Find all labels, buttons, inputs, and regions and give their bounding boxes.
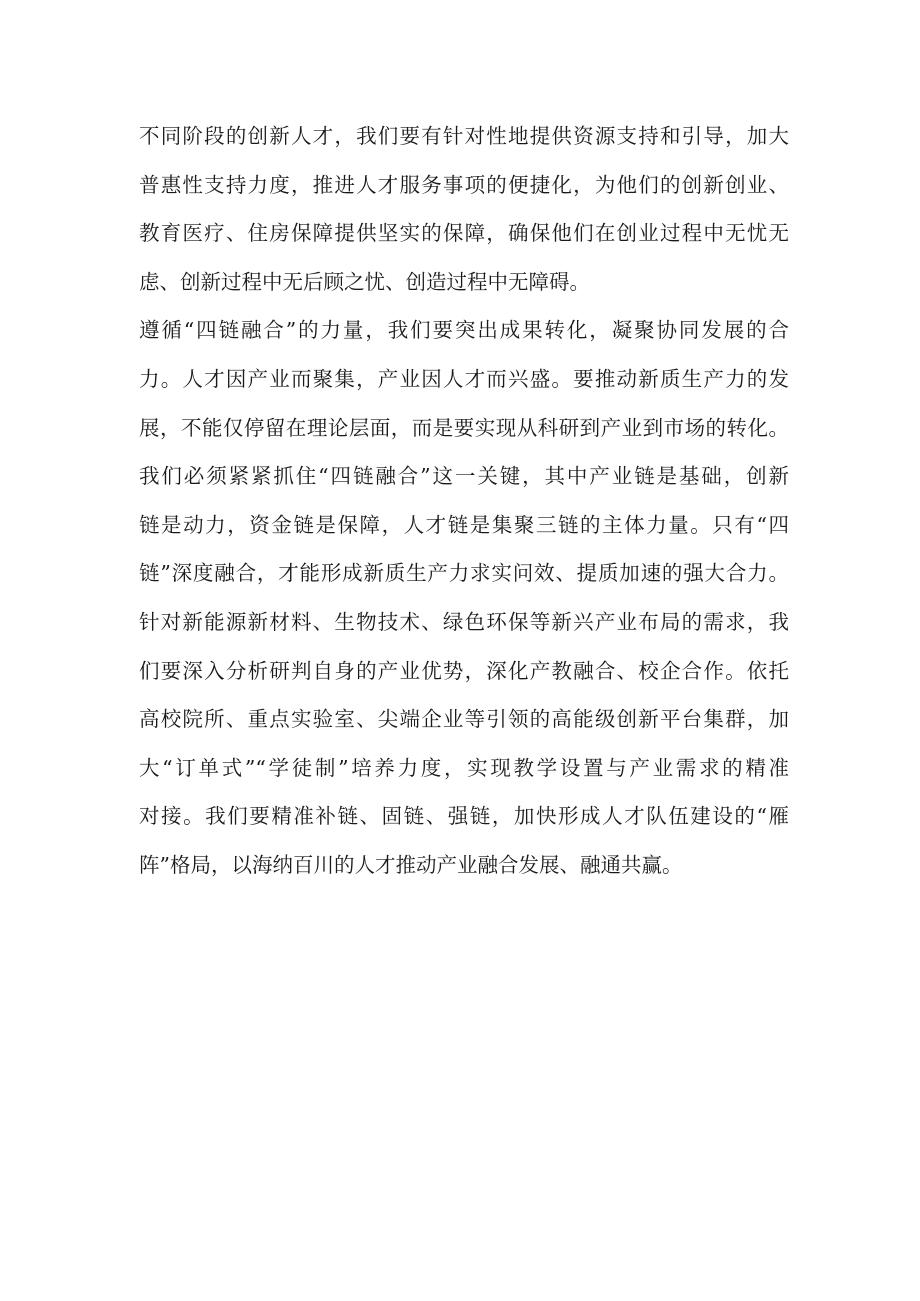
text-line: 普惠性支持力度，推进人才服务事项的便捷化，为他们的创新创业、 [139, 172, 789, 197]
text-line: 我们必须紧紧抓住“四链融合”这一关键，其中产业链是基础，创新 [139, 464, 789, 489]
text-line: 不同阶段的创新人才，我们要有针对性地提供资源支持和引导，加大 [139, 124, 789, 148]
text-line: 链是动力，资金链是保障，人才链是集聚三链的主体力量。只有“四 [139, 512, 789, 537]
text-line: 教育医疗、住房保障提供坚实的保障，确保他们在创业过程中无忧无 [139, 221, 789, 246]
text-line: 遵循“四链融合”的力量，我们要突出成果转化，凝聚协同发展的合 [139, 318, 789, 343]
text-line: 力。人才因产业而聚集，产业因人才而兴盛。要推动新质生产力的发 [139, 366, 789, 391]
text-line: 展，不能仅停留在理论层面，而是要实现从科研到产业到市场的转化。 [139, 415, 789, 440]
body-text [139, 112, 789, 890]
text-line: 阵”格局，以海纳百川的人才推动产业融合发展、融通共赢。 [139, 852, 683, 877]
text-line: 大“订单式”“学徒制”培养力度，实现教学设置与产业需求的精准 [139, 755, 789, 780]
text-line: 虑、创新过程中无后顾之忧、创造过程中无障碍。 [139, 269, 590, 294]
text-line: 对接。我们要精准补链、固链、强链，加快形成人才队伍建设的“雁 [139, 804, 789, 829]
text-line: 高校院所、重点实验室、尖端企业等引领的高能级创新平台集群，加 [139, 707, 789, 732]
text-line: 针对新能源新材料、生物技术、绿色环保等新兴产业布局的需求，我 [139, 609, 789, 634]
text-line: 链”深度融合，才能形成新质生产力求实问效、提质加速的强大合力。 [139, 561, 789, 586]
text-line: 们要深入分析研判自身的产业优势，深化产教融合、校企合作。依托 [139, 658, 789, 683]
